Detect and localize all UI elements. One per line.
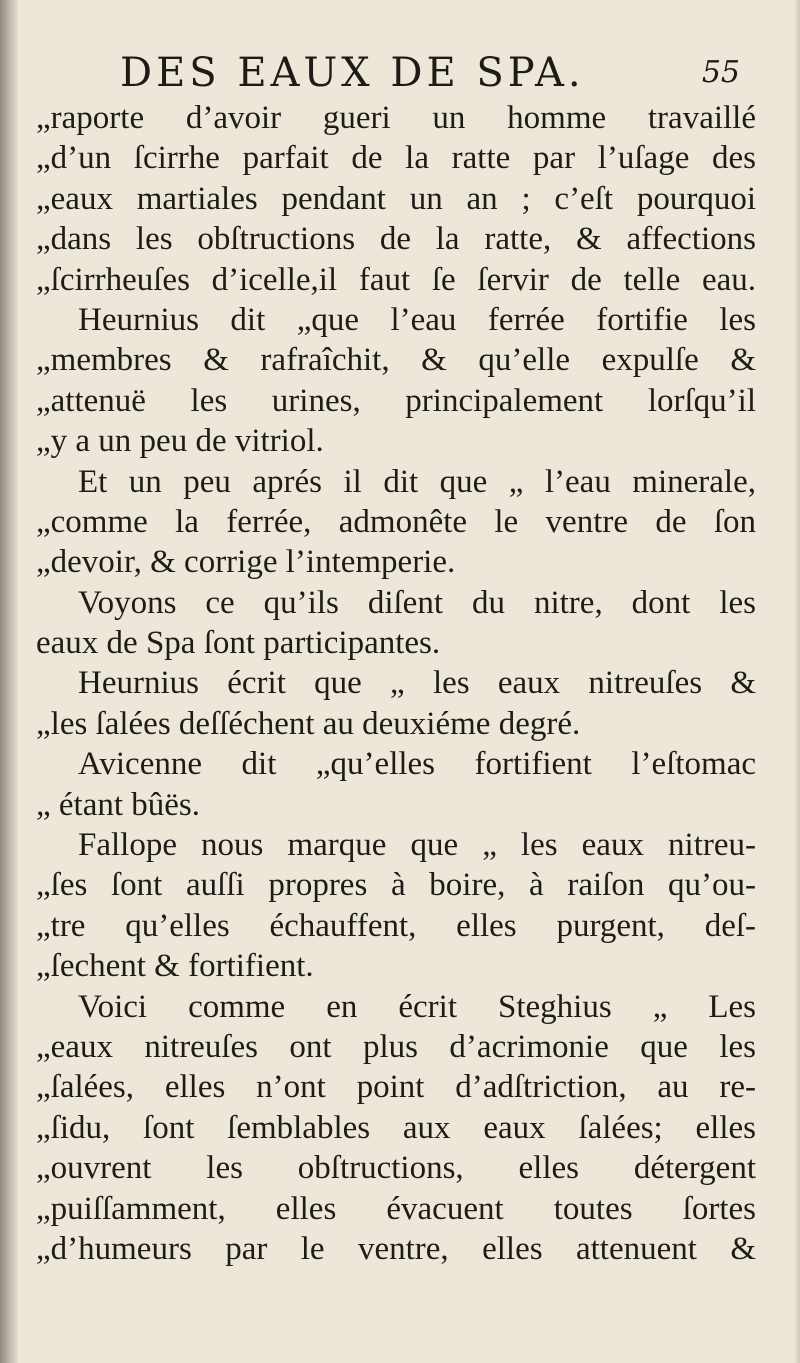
text-line: „devoir, & corrige l’intemperie.: [36, 544, 456, 581]
text-line: „dans les obſtructions de la ratte, & affections: [36, 221, 756, 258]
text-line: „ſalées, elles n’ont point d’adſtriction, au re-: [36, 1069, 756, 1106]
text-line: Heurnius dit „que l’eau ferrée fortifie les: [78, 301, 756, 338]
text-line: „eaux nitreuſes ont plus d’acrimonie que les: [36, 1028, 756, 1065]
text-line: „d’un ſcirrhe parfait de la ratte par l’uſage des: [36, 140, 756, 177]
text-line: „ étant bûës.: [36, 786, 201, 823]
page-gutter-shadow: [0, 0, 18, 1363]
text-line: Voyons ce qu’ils diſent du nitre, dont les: [78, 584, 756, 621]
page-edge: [794, 0, 800, 1363]
text-line: Heurnius écrit que „ les eaux nitreuſes &: [78, 665, 756, 702]
text-line: Fallope nous marque que „ les eaux nitreu-: [78, 827, 756, 864]
text-line: „ſes ſont auſſi propres à boire, à raiſon qu’ou-: [36, 867, 756, 904]
text-line: „y a un peu de vitriol.: [36, 423, 324, 460]
text-line: Avicenne dit „qu’elles fortifient l’eſtomac: [78, 746, 756, 783]
body-text: [36, 98, 756, 1269]
text-line: „ouvrent les obſtructions, elles détergent: [36, 1150, 756, 1187]
text-line: „attenuë les urines, principalement lorſqu’il: [36, 382, 756, 419]
text-line: „comme la ferrée, admonête le ventre de ſon: [36, 503, 756, 540]
text-line: „ſechent & fortifient.: [36, 948, 314, 985]
text-line: „membres & rafraîchit, & qu’elle expulſe &: [36, 342, 756, 379]
text-line: Et un peu aprés il dit que „ l’eau minerale,: [78, 463, 756, 500]
text-line: „puiſſamment, elles évacuent toutes ſortes: [36, 1190, 756, 1227]
text-line: „d’humeurs par le ventre, elles attenuent &: [36, 1230, 756, 1267]
text-line: „les ſalées deſſéchent au deuxiéme degré.: [36, 705, 581, 742]
page-number: 55: [701, 55, 740, 90]
text-line: „raporte d’avoir gueri un homme travaillé: [36, 100, 756, 136]
text-line: „tre qu’elles échauffent, elles purgent, deſ-: [36, 907, 756, 944]
page-header: [120, 48, 740, 98]
text-line: eaux de Spa ſont participantes.: [36, 625, 441, 662]
text-line: „eaux martiales pendant un an ; c’eſt pourquoi: [36, 180, 756, 217]
text-line: „ſidu, ſont ſemblables aux eaux ſalées; elles: [36, 1109, 756, 1146]
text-line: Voici comme en écrit Steghius „ Les: [78, 988, 756, 1025]
running-title: DES EAUX DE SPA.: [120, 50, 585, 96]
text-line: „ſcirrheuſes d’icelle,il faut ſe ſervir de telle eau.: [36, 261, 756, 298]
